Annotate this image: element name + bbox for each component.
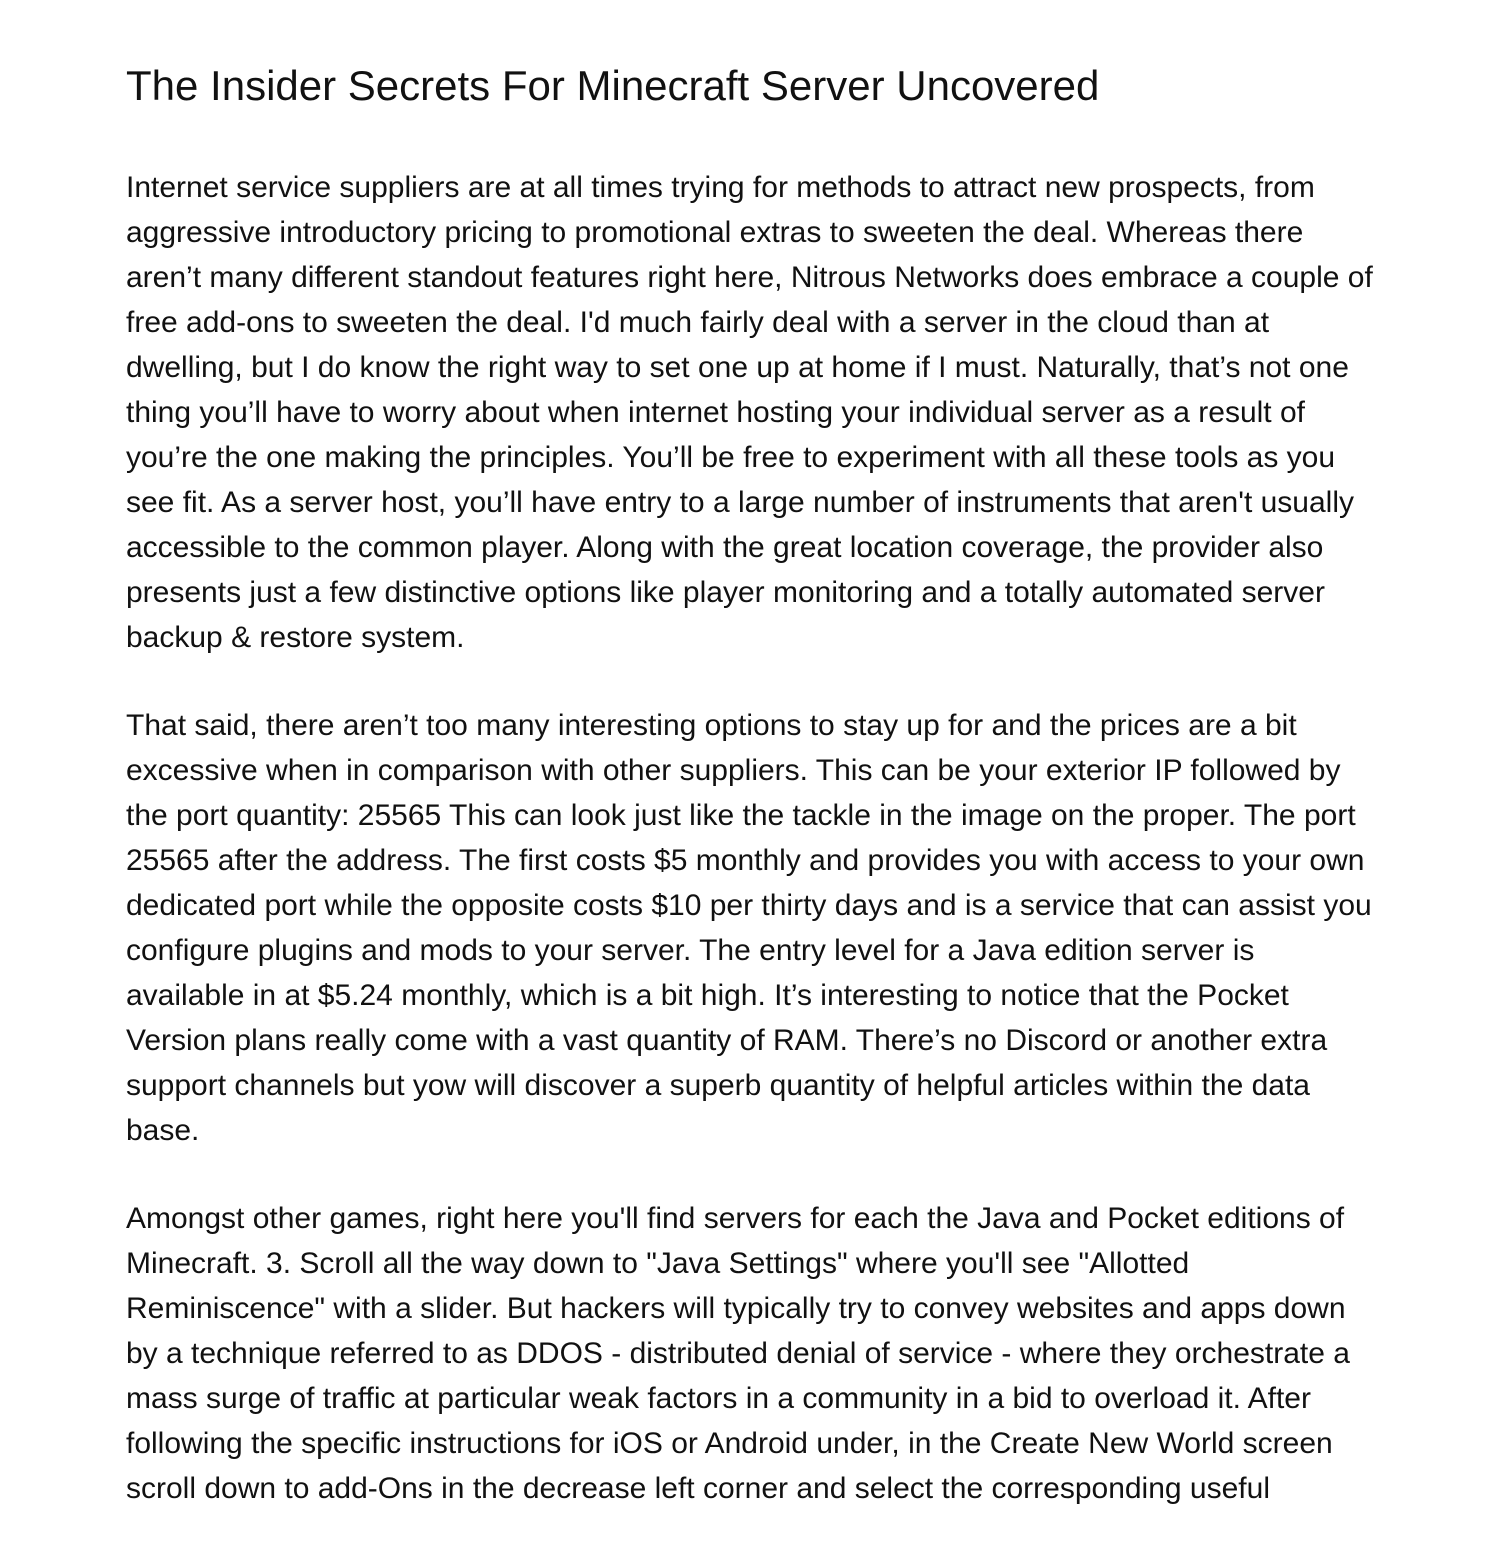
paragraph-3: Amongst other games, right here you'll find servers for each the Java and Pocket editions of Minecraft. 3. Scroll all the way down to "Java Settings" where you'll see "Allotted Reminiscence" with a slider. But hackers will typically try to convey websites and apps down by a technique referred to as DDOS - distributed denial of service - where they orchestrate a mass surge of traffic at particular weak factors in a community in a bid to overload it. After following the specific instructions for iOS or Android under, in the Create New World screen scroll down to add-Ons in the decrease left corner and select the corresponding useful <box>126 1202 1350 1505</box>
page-title: The Insider Secrets For Minecraft Server Uncovered <box>126 62 1100 109</box>
paragraph-2: That said, there aren’t too many interesting options to stay up for and the prices are a bit excessive when in comparison with other suppliers. This can be your exterior IP followed by the port quantity: 25565 This can look just like the tackle in the image on the proper. The port 25565 after the address. The first costs $5 monthly and provides you with access to your own dedicated port while the opposite costs $10 per thirty days and is a service that can assist you configure plugins and mods to your server. The entry level for a Java edition server is available in at $5.24 monthly, which is a bit high. It’s interesting to notice that the Pocket Version plans really come with a vast quantity of RAM. There’s no Discord or another extra support channels but yow will discover a superb quantity of helpful articles within the data base. <box>126 709 1372 1147</box>
paragraph-1: Internet service suppliers are at all times trying for methods to attract new prospects, from aggressive introductory pricing to promotional extras to sweeten the deal. Whereas there aren’t many different standout features right here, Nitrous Networks does embrace a couple of free add-ons to sweeten the deal. I'd much fairly deal with a server in the cloud than at dwelling, but I do know the right way to set one up at home if I must. Naturally, that’s not one thing you’ll have to worry about when internet hosting your individual server as a result of you’re the one making the principles. You’ll be free to experiment with all these tools as you see fit. As a server host, you’ll have entry to a large number of instruments that aren't usually accessible to the common player. Along with the great location coverage, the provider also presents just a few distinctive options like player monitoring and a totally automated server backup & restore system. <box>126 171 1373 654</box>
document-page <box>126 61 1381 1511</box>
